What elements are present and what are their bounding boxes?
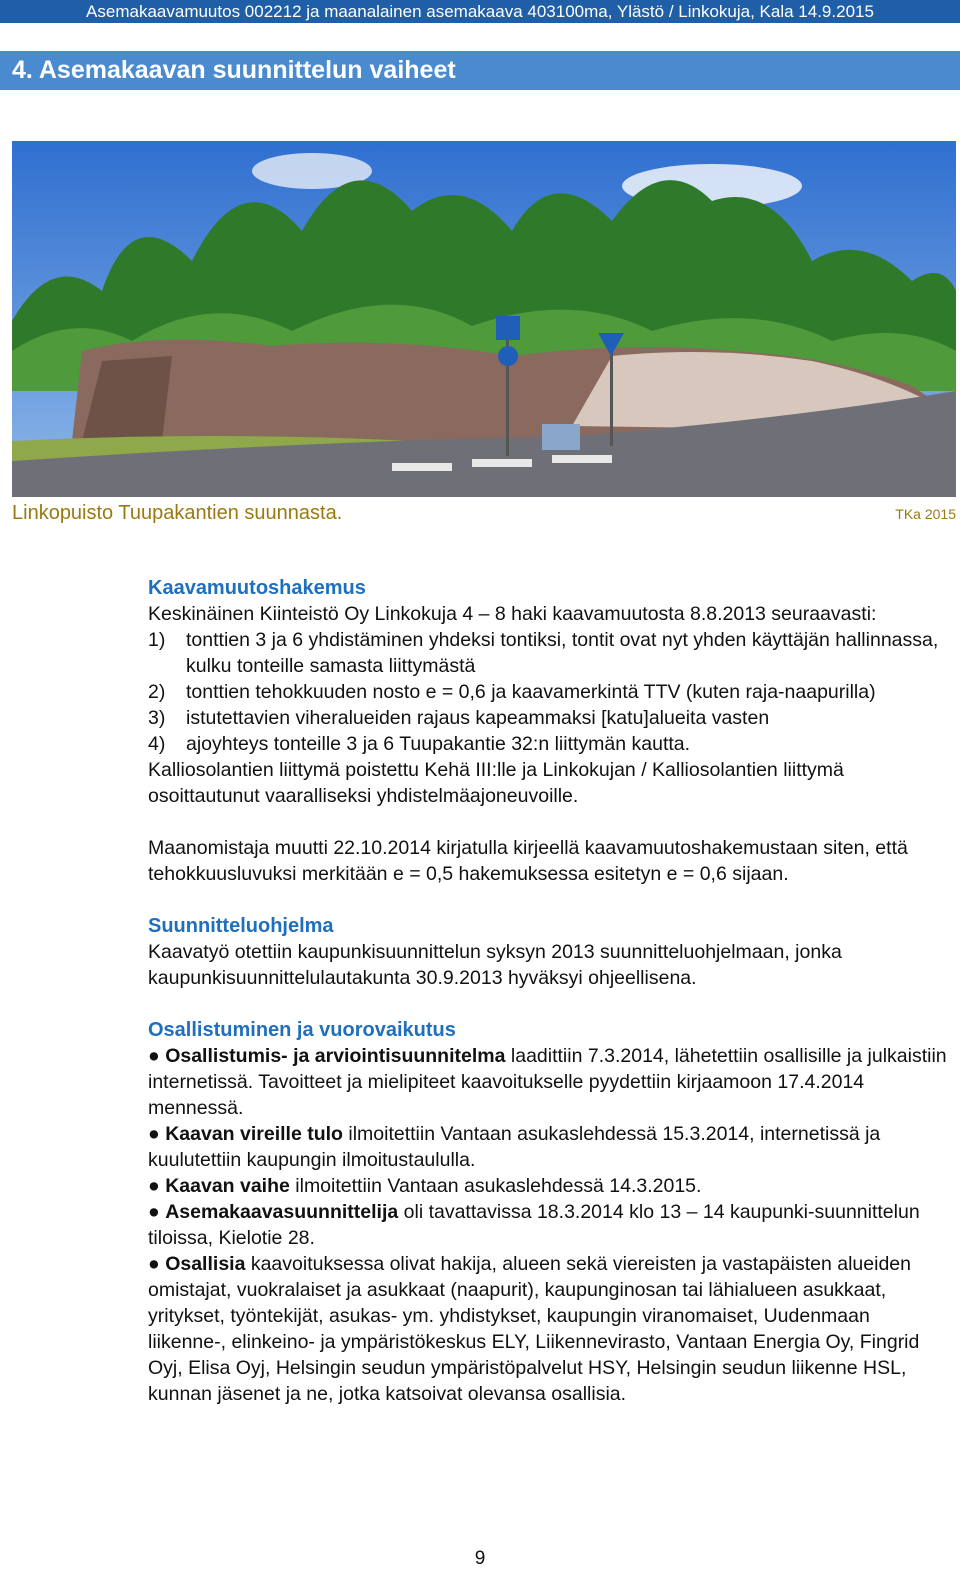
bullet-icon: ● <box>148 1123 160 1145</box>
list-item <box>148 627 948 679</box>
page-number: 9 <box>474 1548 486 1569</box>
bullet-icon: ● <box>148 1175 160 1197</box>
list-item <box>148 731 948 757</box>
heading-suunnitteluohjelma: Suunnitteluohjelma <box>148 915 334 937</box>
list-number: 3) <box>148 707 166 729</box>
bullet-text: ilmoitettiin Vantaan asukaslehdessä 15.3.2014, internetissä ja kuulutettiin kaupungin ilmoitustaululla. <box>148 1123 881 1171</box>
bullet-text: kaavoituksessa olivat hakija, alueen sekä viereisten ja vastapäisten alueiden omistajat, vuokralaiset ja asukkaat (naapurit), kaupunginosan tai lähialueen asukkaat, yritykset, työntekijät, asukas- ym. yhdistykset, kaupungin viranomaiset, Uudenmaan liikenne-, elinkeino- ja ympäristökeskus ELY, Liikennevirasto, Vantaan Energia Oy, Fingrid Oyj, Elisa Oyj, Helsingin seudun ympäristöpalvelut HSY, Helsingin seudun liikenne HSL, kunnan jäsenet ja ne, jotka katsoivat olevansa osallisia. <box>148 1253 920 1405</box>
bullet-icon: ● <box>148 1253 160 1275</box>
photo-illustration <box>12 141 956 497</box>
bullet-item <box>148 1043 948 1121</box>
list-item <box>148 679 948 705</box>
bullet-bold: Osallistumis- ja arviointisuunnitelma <box>165 1045 506 1067</box>
list-number: 4) <box>148 733 166 755</box>
bullet-item <box>148 1121 948 1173</box>
bullet-icon: ● <box>148 1045 160 1067</box>
heading-osallistuminen: Osallistuminen ja vuorovaikutus <box>148 1019 456 1041</box>
bullet-item <box>148 1251 948 1407</box>
caption-text: Linkopuisto Tuupakantien suunnasta. <box>12 502 343 524</box>
list-number: 2) <box>148 681 166 703</box>
body-text <box>148 575 948 1407</box>
bullet-text: ilmoitettiin Vantaan asukaslehdessä 14.3.2015. <box>289 1175 702 1197</box>
list-item <box>148 705 948 731</box>
bullet-bold: Kaavan vaihe <box>165 1175 290 1197</box>
hakemus-note: Kalliosolantien liittymä poistettu Kehä III:lle ja Linkokujan / Kalliosolantien liittymä osoittautunut vaaralliseksi yhdistelmäajoneuvoille. <box>148 759 844 807</box>
running-header: Asemakaavamuutos 002212 ja maanalainen asemakaava 403100ma, Ylästö / Linkokuja, Kala 14.9.2015 <box>0 0 960 23</box>
ohjelma-paragraph: Kaavatyö otettiin kaupunkisuunnittelun syksyn 2013 suunnitteluohjelmaan, jonka kaupunkisuunnittelulautakunta 30.9.2013 hyväksyi ohjeellisena. <box>148 941 842 989</box>
bullet-bold: Asemakaavasuunnittelija <box>165 1201 399 1223</box>
list-text: tonttien 3 ja 6 yhdistäminen yhdeksi tontiksi, tontit ovat nyt yhden käyttäjän hallinnassa, kulku tonteille samasta liittymästä <box>186 629 939 677</box>
chapter-heading: 4. Asemakaavan suunnittelun vaiheet <box>0 51 960 90</box>
bullet-item <box>148 1199 948 1251</box>
list-text: istutettavien viheralueiden rajaus kapeammaksi [katu]alueita vasten <box>186 707 770 729</box>
list-number: 1) <box>148 629 166 651</box>
owner-change-paragraph: Maanomistaja muutti 22.10.2014 kirjatulla kirjeellä kaavamuutoshakemustaan siten, että tehokkuusluvuksi merkitään e = 0,5 hakemuksessa esitetyn e = 0,6 sijaan. <box>148 837 908 885</box>
bullet-text: laadittiin 7.3.2014, lähetettiin osallisille ja julkaistiin internetissä. Tavoitteet ja mielipiteet kaavoitukselle pyydettiin kirjaamoon 17.4.2014 mennessä. <box>148 1045 947 1119</box>
photo-credit: TKa 2015 <box>895 506 956 522</box>
bullet-icon: ● <box>148 1201 160 1223</box>
bullet-bold: Kaavan vireille tulo <box>165 1123 343 1145</box>
rock-outcrop-photo <box>12 141 956 497</box>
bullet-bold: Osallisia <box>165 1253 246 1275</box>
bullet-text: oli tavattavissa 18.3.2014 klo 13 – 14 kaupunki-suunnittelun tiloissa, Kielotie 28. <box>148 1201 920 1249</box>
heading-kaavamuutoshakemus: Kaavamuutoshakemus <box>148 577 366 599</box>
hakemus-intro: Keskinäinen Kiinteistö Oy Linkokuja 4 – 8 haki kaavamuutosta 8.8.2013 seuraavasti: <box>148 603 877 625</box>
list-text: ajoyhteys tonteille 3 ja 6 Tuupakantie 32:n liittymän kautta. <box>186 733 691 755</box>
list-text: tonttien tehokkuuden nosto e = 0,6 ja kaavamerkintä TTV (kuten raja-naapurilla) <box>186 681 876 703</box>
photo-caption <box>12 500 956 526</box>
bullet-item <box>148 1173 948 1199</box>
